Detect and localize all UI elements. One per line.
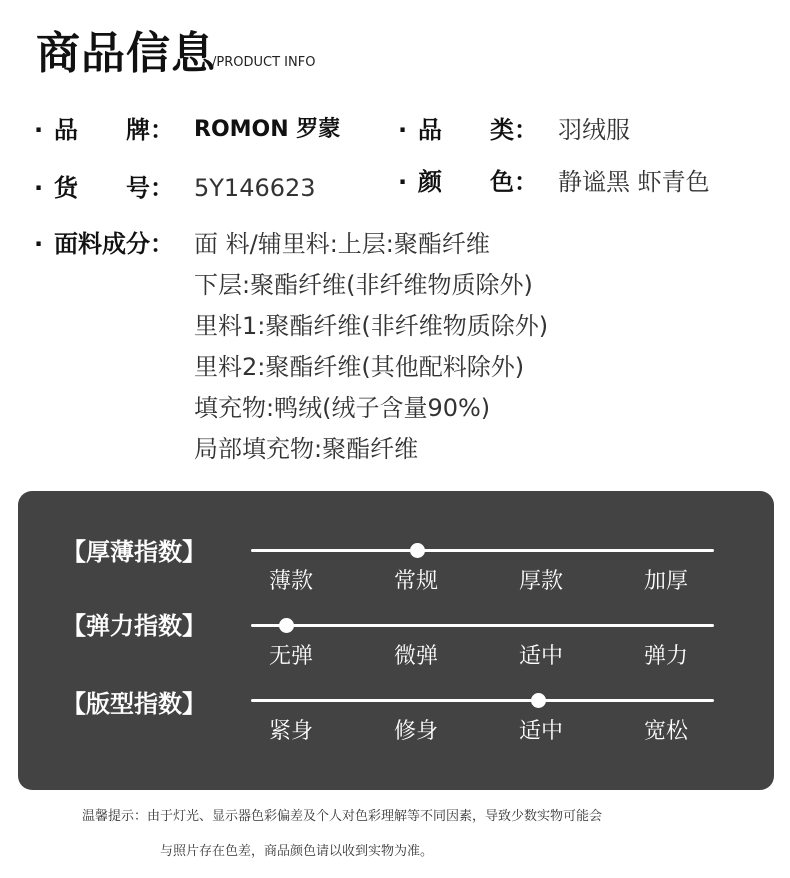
fit-label: 宽松 — [643, 719, 688, 744]
thickness-index-title: 【厚薄指数】 — [62, 538, 206, 566]
fit-label: 修身 — [393, 719, 438, 744]
page-subtitle: /PRODUCT INFO — [212, 55, 316, 70]
color-value: 静谧黑 虾青色 — [558, 168, 710, 196]
fit-slider-track — [251, 699, 714, 702]
brand-value: ROMON 罗蒙 — [194, 117, 341, 142]
bullet: · — [398, 116, 408, 144]
composition-label: 面料成分： — [54, 230, 174, 258]
elasticity-index-title: 【弹力指数】 — [62, 612, 206, 640]
elasticity-label: 适中 — [518, 644, 563, 669]
page-title: 商品信息 — [36, 28, 216, 79]
thickness-label: 薄款 — [268, 569, 313, 594]
composition-line: 面 料/辅里料:上层:聚酯纤维 — [194, 230, 490, 258]
composition-line: 里料2:聚酯纤维(其他配料除外) — [194, 353, 525, 381]
fit-index-title: 【版型指数】 — [62, 690, 206, 718]
composition-line: 下层:聚酯纤维(非纤维物质除外) — [194, 271, 533, 299]
disclaimer-line: 与照片存在色差，商品颜色请以收到实物为准。 — [160, 844, 434, 859]
fit-slider-knob — [531, 693, 546, 708]
elasticity-label: 弹力 — [643, 644, 688, 669]
thickness-label: 加厚 — [643, 569, 688, 594]
composition-line: 里料1:聚酯纤维(非纤维物质除外) — [194, 312, 549, 340]
item-no-value: 5Y146623 — [194, 174, 316, 202]
elasticity-slider-track — [251, 624, 714, 627]
thickness-label: 常规 — [393, 569, 438, 594]
category-label: 品 类： — [418, 116, 538, 144]
fit-label: 适中 — [518, 719, 563, 744]
color-label: 颜 色： — [418, 168, 538, 196]
fit-label: 紧身 — [268, 719, 313, 744]
disclaimer-line: 温馨提示：由于灯光、显示器色彩偏差及个人对色彩理解等不同因素，导致少数实物可能会 — [82, 809, 603, 824]
brand-label: 品 牌： — [54, 116, 174, 144]
item-no-label: 货 号： — [54, 174, 174, 202]
thickness-slider-track — [251, 549, 714, 552]
composition-line: 局部填充物:聚酯纤维 — [194, 435, 419, 463]
bullet: · — [398, 168, 408, 196]
bullet: · — [34, 230, 44, 258]
bullet: · — [34, 116, 44, 144]
composition-line: 填充物:鸭绒(绒子含量90%) — [194, 394, 491, 422]
thickness-label: 厚款 — [518, 569, 563, 594]
elasticity-label: 微弹 — [393, 644, 438, 669]
bullet: · — [34, 174, 44, 202]
elasticity-label: 无弹 — [268, 644, 313, 669]
category-value: 羽绒服 — [558, 116, 630, 144]
